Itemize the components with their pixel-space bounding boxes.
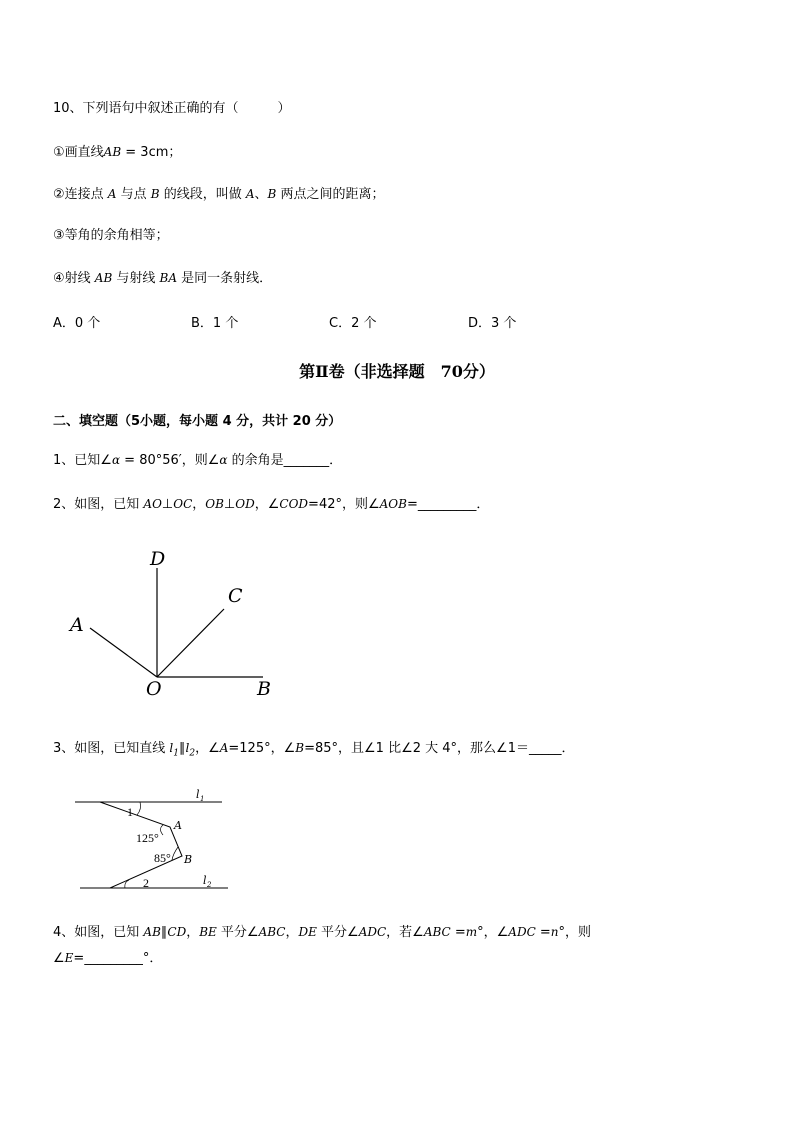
q10-statement-1: ①画直线AB = 3cm； [53,145,182,160]
label-l2: l [203,874,207,887]
q4-text-line2: ∠E=_________°． [53,951,163,966]
label-a: A [174,819,182,832]
section-subtitle: 二、填空题（5小题，每小题 4 分，共计 20 分） [53,414,342,429]
q2-figure [60,540,290,710]
label-a: A [70,614,84,636]
label-b: B [257,678,271,700]
q10-statement-3: ③等角的余角相等； [53,228,169,243]
label-l1: l [196,788,200,801]
label-85: 85° [154,851,171,865]
label-125: 125° [136,831,159,845]
choice-a[interactable]: A．0 个 [53,316,101,331]
angle1-arc [137,802,141,815]
ray-oc [157,609,224,677]
label-l1-sub: 1 [200,795,205,803]
q2-text: 2、如图，已知 AO⊥OC，OB⊥OD，∠COD=42°，则∠AOB=_________． [53,497,490,512]
zigzag-path [100,802,182,888]
choice-d[interactable]: D．3 个 [468,316,517,331]
label-d: D [150,548,166,570]
q10-statement-2: ②连接点 A 与点 B 的线段，叫做 A、B 两点之间的距离； [53,187,385,202]
q4-text: 4、如图，已知 AB∥CD，BE 平分∠ABC，DE 平分∠ADC，若∠ABC =m°，∠ADC =n°，则 [53,925,592,940]
section-title: 第Ⅱ卷（非选择题 70分） [299,362,495,381]
label-l2-sub: 2 [207,881,212,889]
q3-figure [70,785,240,895]
label-o: O [146,678,162,700]
q3-text: 3、如图，已知直线 $l_1\parallel l_2$，∠A=125°，∠B=85°，且∠1 比∠2 大 4°，那么∠1＝_____． [53,741,575,759]
label-angle2: 2 [143,876,149,890]
choice-c[interactable]: C．2 个 [329,316,377,331]
ray-oa [90,628,157,677]
angle-a-arc [161,825,164,835]
q10-stem: 10、下列语句中叙述正确的有（ ） [53,101,291,116]
label-angle1: 1 [127,805,133,819]
label-b: B [184,853,193,866]
label-c: C [228,585,243,607]
q1-text: 1、已知∠α = 80°56′，则∠α 的余角是_______． [53,453,343,468]
q10-statement-4: ④射线 AB 与射线 BA 是同一条射线． [53,271,273,286]
choice-b[interactable]: B．1 个 [191,316,239,331]
